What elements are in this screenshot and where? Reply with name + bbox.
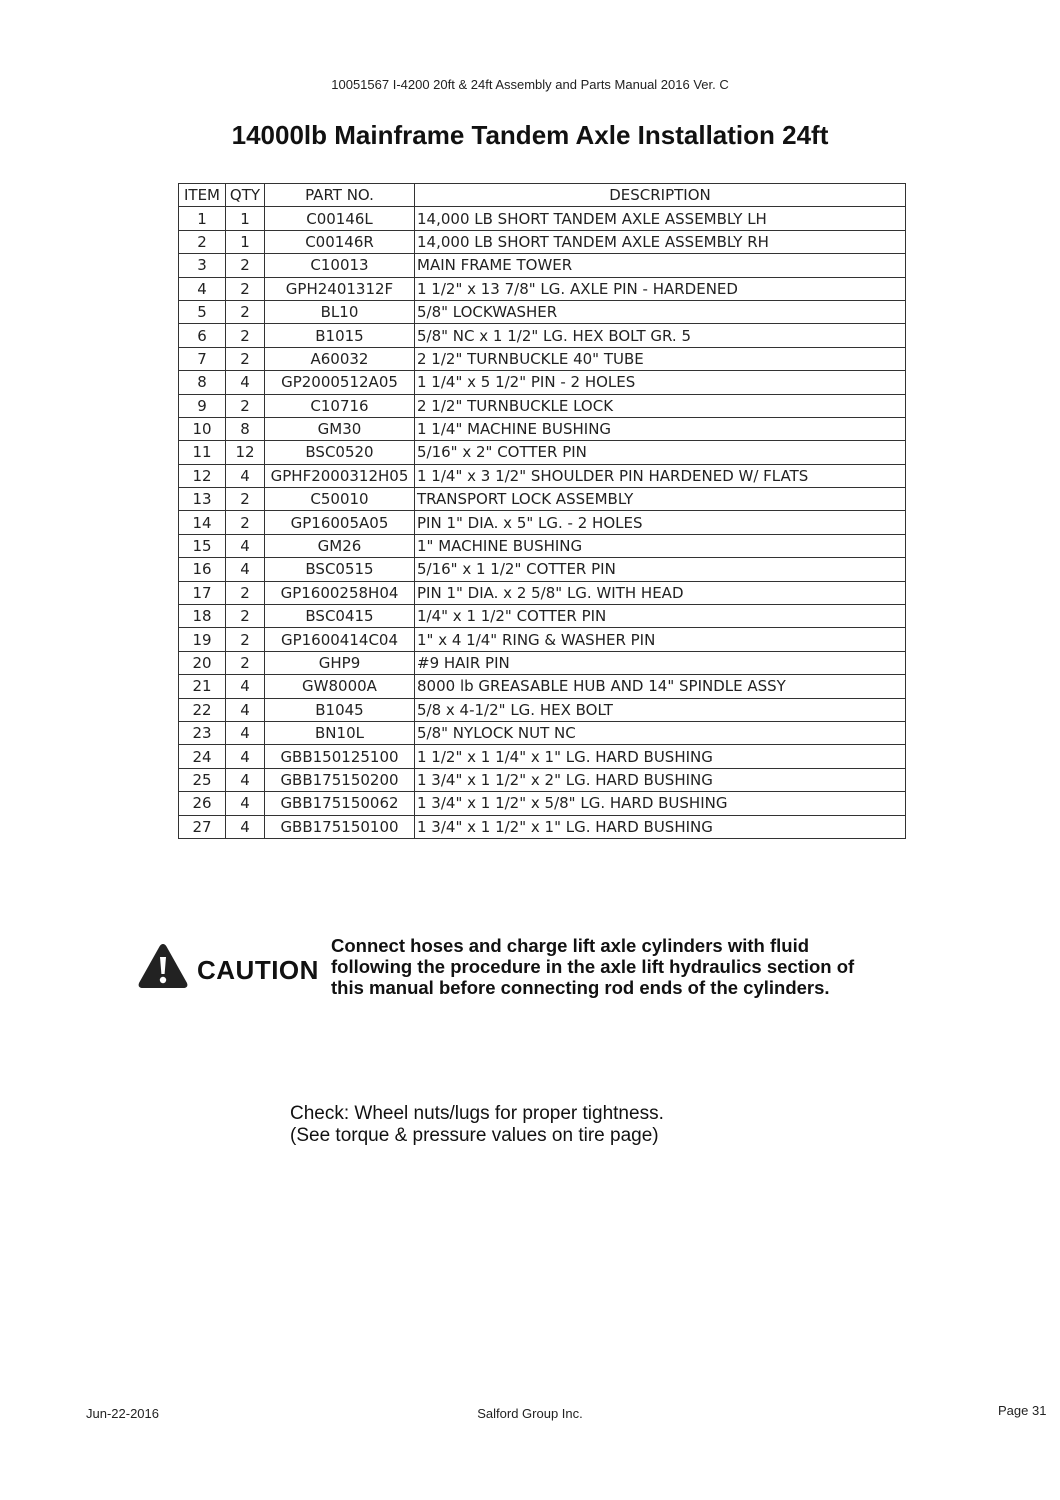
description-cell: 5/16" x 2" COTTER PIN — [415, 441, 906, 464]
table-row — [179, 277, 906, 300]
part-no-cell: GP2000512A05 — [265, 371, 415, 394]
table-row — [179, 488, 906, 511]
qty-cell: 2 — [226, 324, 265, 347]
item-cell: 3 — [179, 254, 226, 277]
item-cell: 25 — [179, 768, 226, 791]
qty-cell: 4 — [226, 721, 265, 744]
qty-cell: 12 — [226, 441, 265, 464]
qty-cell: 2 — [226, 277, 265, 300]
item-cell: 22 — [179, 698, 226, 721]
description-cell: PIN 1" DIA. x 2 5/8" LG. WITH HEAD — [415, 581, 906, 604]
item-cell: 18 — [179, 605, 226, 628]
description-cell: 1" x 4 1/4" RING & WASHER PIN — [415, 628, 906, 651]
item-cell: 26 — [179, 792, 226, 815]
item-cell: 21 — [179, 675, 226, 698]
table-row — [179, 417, 906, 440]
item-cell: 1 — [179, 207, 226, 230]
table-row — [179, 651, 906, 674]
description-cell: 14,000 LB SHORT TANDEM AXLE ASSEMBLY RH — [415, 230, 906, 253]
part-no-cell: C10013 — [265, 254, 415, 277]
part-no-cell: BSC0415 — [265, 605, 415, 628]
description-cell: MAIN FRAME TOWER — [415, 254, 906, 277]
description-cell: 8000 lb GREASABLE HUB AND 14" SPINDLE ASSY — [415, 675, 906, 698]
description-cell: 5/16" x 1 1/2" COTTER PIN — [415, 558, 906, 581]
part-no-cell: BSC0520 — [265, 441, 415, 464]
qty-cell: 2 — [226, 254, 265, 277]
description-cell: 5/8" NC x 1 1/2" LG. HEX BOLT GR. 5 — [415, 324, 906, 347]
description-cell: 1 1/4" x 5 1/2" PIN - 2 HOLES — [415, 371, 906, 394]
table-row — [179, 441, 906, 464]
table-row — [179, 581, 906, 604]
part-no-cell: GP1600414C04 — [265, 628, 415, 651]
table-row — [179, 371, 906, 394]
qty-cell: 4 — [226, 558, 265, 581]
part-no-cell: GPHF2000312H05 — [265, 464, 415, 487]
part-no-cell: GPH2401312F — [265, 277, 415, 300]
column-header-item: ITEM — [179, 184, 226, 207]
qty-cell: 2 — [226, 300, 265, 323]
item-cell: 2 — [179, 230, 226, 253]
description-cell: 1 1/4" x 3 1/2" SHOULDER PIN HARDENED W/ FLATS — [415, 464, 906, 487]
qty-cell: 4 — [226, 815, 265, 838]
item-cell: 12 — [179, 464, 226, 487]
qty-cell: 4 — [226, 464, 265, 487]
caution-message — [331, 935, 941, 998]
qty-cell: 2 — [226, 651, 265, 674]
column-header-qty: QTY — [226, 184, 265, 207]
parts-table — [178, 183, 906, 839]
item-cell: 6 — [179, 324, 226, 347]
item-cell: 16 — [179, 558, 226, 581]
document-header: 10051567 I-4200 20ft & 24ft Assembly and Parts Manual 2016 Ver. C — [331, 77, 729, 92]
description-cell: PIN 1" DIA. x 5" LG. - 2 HOLES — [415, 511, 906, 534]
item-cell: 8 — [179, 371, 226, 394]
part-no-cell: A60032 — [265, 347, 415, 370]
part-no-cell: C00146R — [265, 230, 415, 253]
qty-cell: 8 — [226, 417, 265, 440]
description-cell: 5/8" LOCKWASHER — [415, 300, 906, 323]
description-cell: 5/8" NYLOCK NUT NC — [415, 721, 906, 744]
part-no-cell: GBB150125100 — [265, 745, 415, 768]
item-cell: 27 — [179, 815, 226, 838]
description-cell: TRANSPORT LOCK ASSEMBLY — [415, 488, 906, 511]
caution-label: CAUTION — [197, 955, 319, 985]
part-no-cell: GM26 — [265, 534, 415, 557]
qty-cell: 4 — [226, 698, 265, 721]
part-no-cell: B1045 — [265, 698, 415, 721]
description-cell: #9 HAIR PIN — [415, 651, 906, 674]
description-cell: 2 1/2" TURNBUCKLE 40" TUBE — [415, 347, 906, 370]
table-row — [179, 745, 906, 768]
table-row — [179, 768, 906, 791]
item-cell: 19 — [179, 628, 226, 651]
qty-cell: 1 — [226, 207, 265, 230]
check-note — [290, 1103, 890, 1147]
item-cell: 4 — [179, 277, 226, 300]
qty-cell: 4 — [226, 768, 265, 791]
qty-cell: 2 — [226, 628, 265, 651]
table-row — [179, 207, 906, 230]
table-row — [179, 230, 906, 253]
item-cell: 15 — [179, 534, 226, 557]
item-cell: 20 — [179, 651, 226, 674]
part-no-cell: GBB175150100 — [265, 815, 415, 838]
table-row — [179, 511, 906, 534]
table-row — [179, 628, 906, 651]
part-no-cell: GM30 — [265, 417, 415, 440]
qty-cell: 1 — [226, 230, 265, 253]
part-no-cell: GW8000A — [265, 675, 415, 698]
part-no-cell: GBB175150200 — [265, 768, 415, 791]
item-cell: 11 — [179, 441, 226, 464]
table-row — [179, 558, 906, 581]
qty-cell: 4 — [226, 534, 265, 557]
page-title: 14000lb Mainframe Tandem Axle Installation 24ft — [231, 120, 829, 150]
footer-page-number: Page 31 — [998, 1403, 1047, 1418]
item-cell: 10 — [179, 417, 226, 440]
qty-cell: 4 — [226, 371, 265, 394]
item-cell: 7 — [179, 347, 226, 370]
qty-cell: 2 — [226, 581, 265, 604]
item-cell: 23 — [179, 721, 226, 744]
description-cell: 1 3/4" x 1 1/2" x 5/8" LG. HARD BUSHING — [415, 792, 906, 815]
description-cell: 5/8 x 4-1/2" LG. HEX BOLT — [415, 698, 906, 721]
check-line: Check: Wheel nuts/lugs for proper tightness. — [290, 1103, 664, 1124]
table-row — [179, 815, 906, 838]
part-no-cell: GP1600258H04 — [265, 581, 415, 604]
qty-cell: 2 — [226, 347, 265, 370]
table-row — [179, 698, 906, 721]
part-no-cell: BL10 — [265, 300, 415, 323]
table-row — [179, 347, 906, 370]
description-cell: 1 3/4" x 1 1/2" x 1" LG. HARD BUSHING — [415, 815, 906, 838]
qty-cell: 2 — [226, 488, 265, 511]
part-no-cell: C00146L — [265, 207, 415, 230]
qty-cell: 2 — [226, 605, 265, 628]
part-no-cell: GHP9 — [265, 651, 415, 674]
caution-line: Connect hoses and charge lift axle cylinders with fluid — [331, 935, 810, 956]
part-no-cell: BN10L — [265, 721, 415, 744]
description-cell: 1 3/4" x 1 1/2" x 2" LG. HARD BUSHING — [415, 768, 906, 791]
qty-cell: 2 — [226, 394, 265, 417]
part-no-cell: GP16005A05 — [265, 511, 415, 534]
description-cell: 1/4" x 1 1/2" COTTER PIN — [415, 605, 906, 628]
table-row — [179, 721, 906, 744]
item-cell: 17 — [179, 581, 226, 604]
table-row — [179, 675, 906, 698]
table-row — [179, 534, 906, 557]
warning-triangle-icon — [136, 941, 190, 991]
item-cell: 14 — [179, 511, 226, 534]
part-no-cell: GBB175150062 — [265, 792, 415, 815]
description-cell: 2 1/2" TURNBUCKLE LOCK — [415, 394, 906, 417]
part-no-cell: BSC0515 — [265, 558, 415, 581]
qty-cell: 4 — [226, 745, 265, 768]
column-header-description: DESCRIPTION — [415, 184, 906, 207]
parts-table-body — [179, 207, 906, 839]
description-cell: 1 1/2" x 1 1/4" x 1" LG. HARD BUSHING — [415, 745, 906, 768]
item-cell: 13 — [179, 488, 226, 511]
qty-cell: 4 — [226, 792, 265, 815]
table-header-row — [179, 184, 906, 207]
footer-company: Salford Group Inc. — [477, 1406, 583, 1421]
table-row — [179, 300, 906, 323]
item-cell: 24 — [179, 745, 226, 768]
table-row — [179, 792, 906, 815]
footer-date: Jun-22-2016 — [86, 1406, 159, 1421]
caution-line: this manual before connecting rod ends of the cylinders. — [331, 977, 830, 998]
description-cell: 1" MACHINE BUSHING — [415, 534, 906, 557]
part-no-cell: C50010 — [265, 488, 415, 511]
check-line: (See torque & pressure values on tire page) — [290, 1125, 659, 1146]
caution-line: following the procedure in the axle lift hydraulics section of — [331, 956, 855, 977]
description-cell: 1 1/2" x 13 7/8" LG. AXLE PIN - HARDENED — [415, 277, 906, 300]
item-cell: 9 — [179, 394, 226, 417]
caution-notice — [136, 935, 936, 1005]
part-no-cell: B1015 — [265, 324, 415, 347]
part-no-cell: C10716 — [265, 394, 415, 417]
description-cell: 1 1/4" MACHINE BUSHING — [415, 417, 906, 440]
qty-cell: 2 — [226, 511, 265, 534]
table-row — [179, 254, 906, 277]
item-cell: 5 — [179, 300, 226, 323]
table-row — [179, 394, 906, 417]
description-cell: 14,000 LB SHORT TANDEM AXLE ASSEMBLY LH — [415, 207, 906, 230]
table-row — [179, 464, 906, 487]
table-row — [179, 605, 906, 628]
table-row — [179, 324, 906, 347]
column-header-part-no: PART NO. — [265, 184, 415, 207]
qty-cell: 4 — [226, 675, 265, 698]
